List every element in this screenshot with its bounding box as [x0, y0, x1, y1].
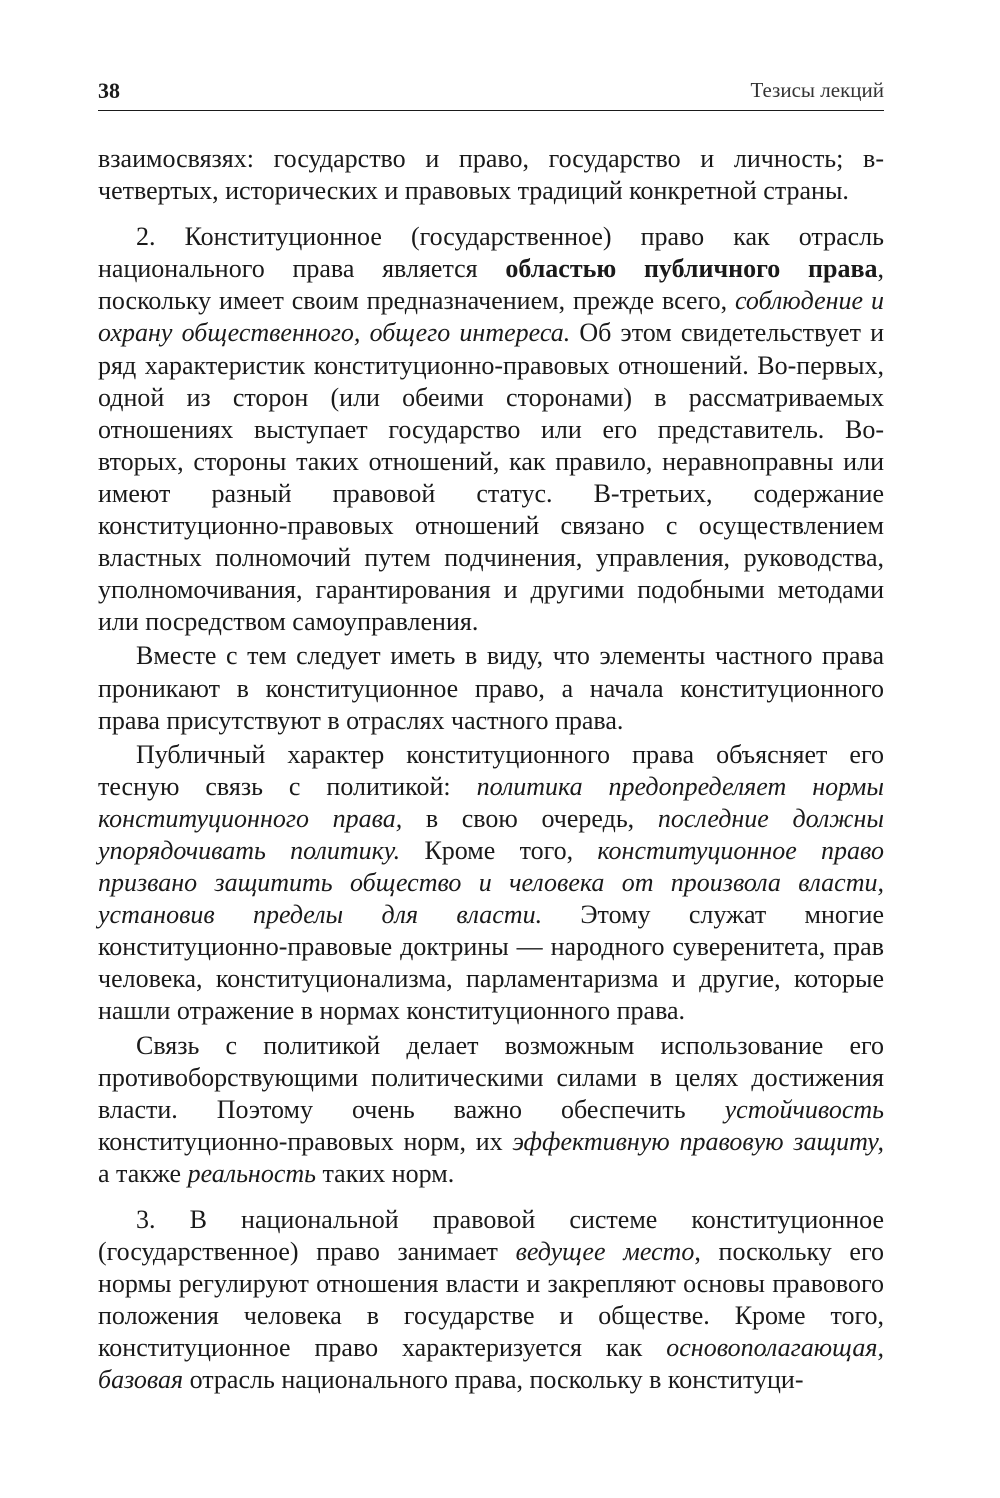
italic-phrase: политика предопределяет нормы конституционного права,	[98, 771, 885, 833]
text-run: Вместе с тем следует иметь в виду, что элементы частного права проникают в конституционное право, а начала конституционного права присутствуют в отраслях частного права.	[98, 641, 884, 735]
italic-phrase: ведущее место	[515, 1237, 695, 1267]
text-run: , поскольку его нормы регулируют отношения власти и закрепляют основы правового положения человека в государстве и обществе. Кроме того, конституционное право характеризуется как	[98, 1237, 884, 1363]
paragraph-6	[98, 1204, 884, 1397]
italic-phrase: последние должны упорядочивать политику.	[98, 803, 884, 865]
text-run: взаимосвязях: государство и право, государство и личность; в-четвертых, исторических и правовых традиций конкретной страны.	[98, 144, 884, 206]
text-run: , поскольку имеет своим предназначением, прежде всего,	[98, 254, 885, 316]
page-header	[98, 74, 884, 111]
italic-phrase: соблюдение и охрану общественного, общего интереса.	[98, 286, 884, 348]
text-run: Связь с политикой делает возможным использование его противоборствующими политическими силами в целях достижения власти. Поэтому очень важно обеспечить	[98, 1030, 884, 1124]
italic-phrase: устойчивость	[724, 1094, 884, 1124]
page-number: 38	[98, 78, 120, 103]
text-run: 2. Конституционное (государственное) право как отрасль национального права является	[98, 222, 884, 284]
text-run: 3. В национальной правовой системе конституционное (государственное) право занимает	[98, 1205, 884, 1267]
body-text	[98, 143, 884, 1397]
italic-phrase: реальность	[187, 1158, 316, 1188]
running-title: Тезисы лекций	[750, 78, 884, 102]
italic-phrase: основополагающая, базовая	[98, 1333, 884, 1395]
text-run: Об этом свидетельствует и ряд характеристик конституционно-правовых отношений. Во-первых, одной из сторон (или обеими сторонами) в рассматриваемых отношениях выступает государство или его представитель. Во-вторых, стороны таких отношений, как правило, неравноправны или имеют разный правовой статус. В-третьих, содержание конституционно-правовых отношений связано с осуществлением властных полномочий путем подчинения, управления, руководства, уполномочивания, гарантирования и другими подобными методами или посредством самоуправления.	[98, 318, 885, 637]
paragraph-continuation	[98, 143, 884, 207]
text-run: отрасль национального права, поскольку в конституци-	[183, 1365, 804, 1395]
paragraph-3	[98, 640, 884, 736]
bold-term: областью публичного права	[505, 254, 878, 284]
text-run: в свою очередь,	[402, 803, 658, 833]
paragraph-5	[98, 1030, 884, 1190]
text-run: конституционно-правовых норм, их	[98, 1126, 513, 1156]
text-run: таких норм.	[315, 1158, 455, 1188]
italic-phrase: конституционное право призвано защитить общество и человека от произвола власти, установив пределы для власти.	[98, 835, 884, 930]
paragraph-4	[98, 739, 884, 1028]
text-run: Этому служат многие конституционно-правовые доктрины — народного суверенитета, прав человека, конституционализма, парламентаризма и другие, которые нашли отражение в нормах конституционного права.	[98, 900, 884, 1026]
text-run: Публичный характер конституционного права объясняет его тесную связь с политикой:	[98, 739, 884, 801]
text-run: а также	[98, 1158, 188, 1188]
paragraph-2	[98, 221, 884, 638]
text-run: Кроме того,	[400, 835, 598, 865]
italic-phrase: эффективную правовую защиту,	[512, 1126, 884, 1156]
